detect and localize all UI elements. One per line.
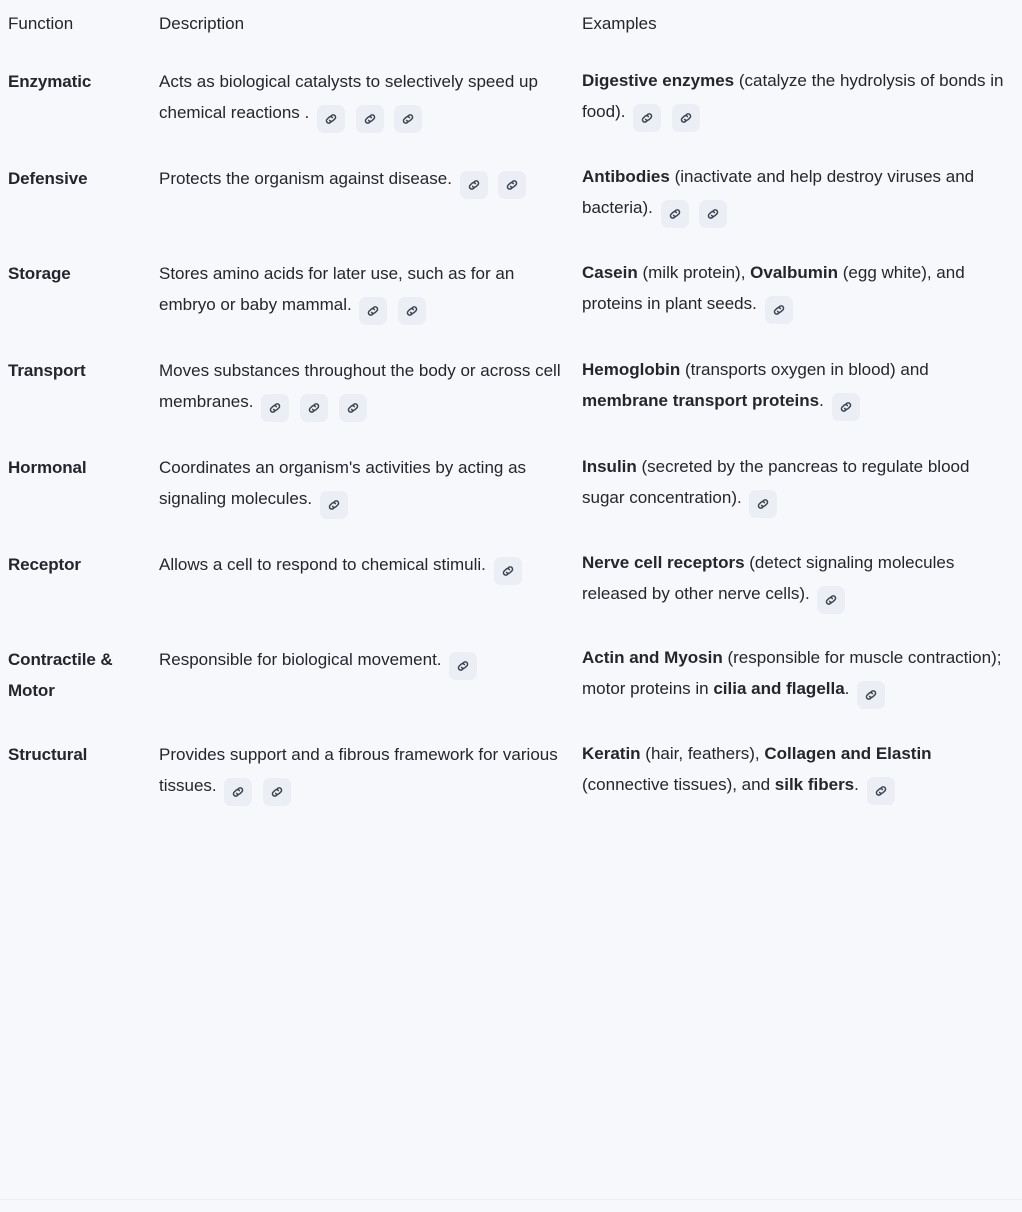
cell-examples: Casein (milk protein), Ovalbumin (egg white), and proteins in plant seeds. xyxy=(576,242,1022,339)
cell-function: Enzymatic xyxy=(8,72,92,91)
link-icon[interactable] xyxy=(394,105,422,133)
link-icon[interactable] xyxy=(832,393,860,421)
cell-description: Stores amino acids for later use, such as for an embryo or baby mammal. xyxy=(151,242,576,339)
bottom-divider xyxy=(0,1199,1022,1200)
cell-examples: Keratin (hair, feathers), Collagen and Elastin (connective tissues), and silk fibers. xyxy=(576,723,1022,820)
link-icon[interactable] xyxy=(300,394,328,422)
cell-examples: Actin and Myosin (responsible for muscle contraction); motor proteins in cilia and flagella. xyxy=(576,628,1022,723)
column-header-examples: Examples xyxy=(582,14,657,33)
link-icon[interactable] xyxy=(749,490,777,518)
cell-description: Coordinates an organism's activities by acting as signaling molecules. xyxy=(151,436,576,533)
cell-examples: Antibodies (inactivate and help destroy viruses and bacteria). xyxy=(576,147,1022,242)
table-body xyxy=(0,50,1022,820)
table-row xyxy=(0,339,1022,436)
table-row xyxy=(0,533,1022,628)
link-icon[interactable] xyxy=(263,778,291,806)
link-icon[interactable] xyxy=(398,297,426,325)
cell-function: Structural xyxy=(8,745,88,764)
table-row xyxy=(0,50,1022,147)
cell-description: Protects the organism against disease. xyxy=(151,147,576,242)
link-icon[interactable] xyxy=(359,297,387,325)
link-icon[interactable] xyxy=(765,296,793,324)
cell-function: Transport xyxy=(8,361,86,380)
table-header-row xyxy=(0,0,1022,50)
link-icon[interactable] xyxy=(857,681,885,709)
link-icon[interactable] xyxy=(672,104,700,132)
cell-function: Defensive xyxy=(8,169,88,188)
cell-examples: Hemoglobin (transports oxygen in blood) and membrane transport proteins. xyxy=(576,339,1022,436)
cell-description: Provides support and a fibrous framework for various tissues. xyxy=(151,723,576,820)
link-icon[interactable] xyxy=(699,200,727,228)
cell-examples: Insulin (secreted by the pancreas to regulate blood sugar concentration). xyxy=(576,436,1022,533)
link-icon[interactable] xyxy=(460,171,488,199)
cell-examples: Nerve cell receptors (detect signaling molecules released by other nerve cells). xyxy=(576,533,1022,628)
link-icon[interactable] xyxy=(224,778,252,806)
table-row xyxy=(0,723,1022,820)
link-icon[interactable] xyxy=(320,491,348,519)
cell-description: Moves substances throughout the body or across cell membranes. xyxy=(151,339,576,436)
cell-function: Storage xyxy=(8,264,71,283)
cell-description: Allows a cell to respond to chemical stimuli. xyxy=(151,533,576,628)
table-header xyxy=(0,0,1022,50)
link-icon[interactable] xyxy=(261,394,289,422)
link-icon[interactable] xyxy=(449,652,477,680)
link-icon[interactable] xyxy=(817,586,845,614)
table-row xyxy=(0,242,1022,339)
link-icon[interactable] xyxy=(498,171,526,199)
link-icon[interactable] xyxy=(494,557,522,585)
table-row xyxy=(0,628,1022,723)
cell-examples: Digestive enzymes (catalyze the hydrolysis of bonds in food). xyxy=(576,50,1022,147)
cell-function: Hormonal xyxy=(8,458,87,477)
column-header-function: Function xyxy=(8,14,74,33)
cell-function: Receptor xyxy=(8,555,81,574)
table-row xyxy=(0,147,1022,242)
cell-description: Responsible for biological movement. xyxy=(151,628,576,723)
column-header-description: Description xyxy=(159,14,245,33)
link-icon[interactable] xyxy=(867,777,895,805)
table-row xyxy=(0,436,1022,533)
link-icon[interactable] xyxy=(339,394,367,422)
link-icon[interactable] xyxy=(633,104,661,132)
link-icon[interactable] xyxy=(356,105,384,133)
link-icon[interactable] xyxy=(661,200,689,228)
cell-description: Acts as biological catalysts to selectively speed up chemical reactions . xyxy=(151,50,576,147)
link-icon[interactable] xyxy=(317,105,345,133)
cell-function: Contractile & Motor xyxy=(8,650,113,700)
